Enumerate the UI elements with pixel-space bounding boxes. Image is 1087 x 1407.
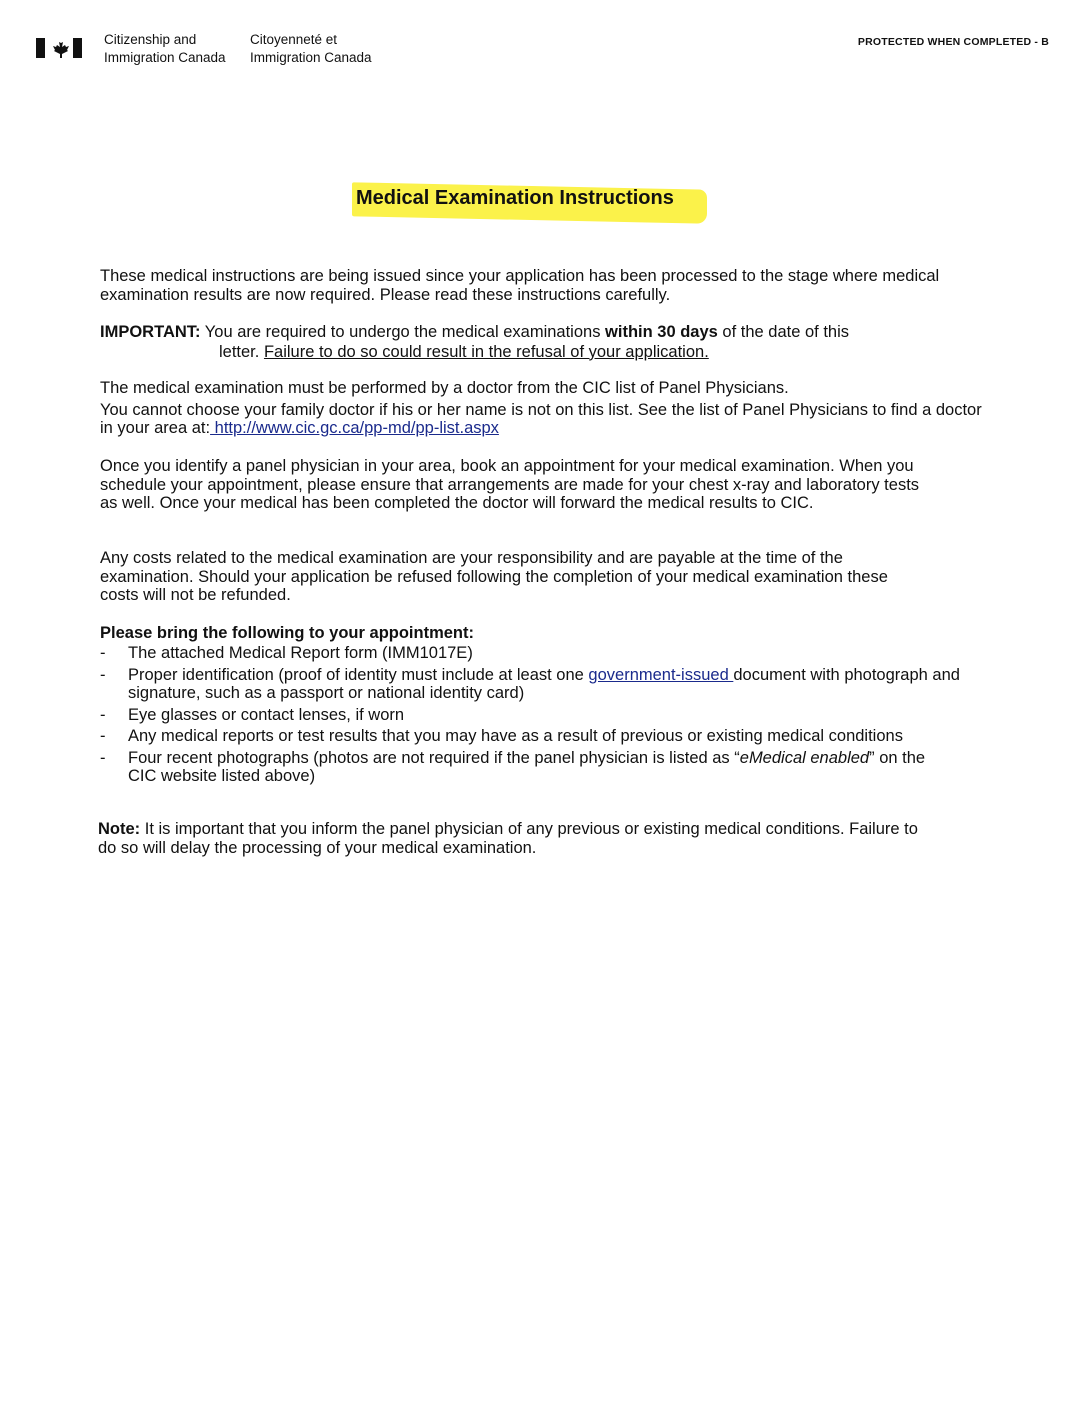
list-item: - The attached Medical Report form (IMM1017E) <box>100 644 473 662</box>
list-item-text: document with photograph and signature, such as a passport or national identity card) <box>128 665 960 702</box>
list-item: - Proper identification (proof of identity must include at least one government-issued document with photograph and signature, such as a passport or national identity card) <box>100 665 960 702</box>
note-label: Note: <box>98 820 141 838</box>
bring-list <box>100 644 960 789</box>
panel-physician-link[interactable]: http://www.cic.gc.ca/pp-md/pp-list.aspx <box>210 419 499 437</box>
physician-line1: The medical examination must be performed by a doctor from the CIC list of Panel Physicians. <box>100 379 789 397</box>
emedical-enabled-text: eMedical enabled <box>739 748 870 767</box>
protected-label: PROTECTED WHEN COMPLETED - B <box>857 36 1049 48</box>
list-item: - Eye glasses or contact lenses, if worn <box>100 705 405 724</box>
org-fr-line2: Immigration Canada <box>250 50 372 65</box>
costs-paragraph: Any costs related to the medical examination are your responsibility and are payable at the time of the examination. Should your application be refused following the completion of your medical examination these costs will not be refunded. <box>100 549 888 604</box>
list-item-text: Any medical reports or test results that you may have as a result of previous or existing medical conditions <box>128 727 903 745</box>
org-name-french <box>250 31 372 67</box>
important-bold: within 30 days <box>605 323 718 341</box>
org-fr-line1: Citoyenneté et <box>250 32 338 47</box>
list-item-text: Four recent photographs (photos are not required if the panel physician is listed as “ <box>128 748 740 767</box>
government-issued-link[interactable]: government-issued <box>588 665 734 684</box>
page-title-text: Medical Examination Instructions <box>356 187 674 209</box>
intro-paragraph: These medical instructions are being issued since your application has been processed to the stage where medical examination results are now required. Please read these instructions carefully. <box>100 267 940 304</box>
canada-flag-logo <box>36 36 84 60</box>
physician-paragraph <box>100 379 990 438</box>
list-item: - Four recent photographs (photos are not required if the panel physician is listed as “eMedical enabled” on the CIC website listed above) <box>100 748 926 785</box>
bring-heading: Please bring the following to your appointment: <box>100 624 475 642</box>
important-label: IMPORTANT: <box>100 323 201 341</box>
org-en-line1: Citizenship and <box>104 32 197 47</box>
org-en-line2: Immigration Canada <box>104 50 226 65</box>
important-paragraph <box>100 323 980 361</box>
physician-line2: You cannot choose your family doctor if his or her name is not on this list. See the list of Panel Physicians to find a doctor in your area at: <box>100 400 982 437</box>
list-item-text: Eye glasses or contact lenses, if worn <box>128 705 405 724</box>
list-item-text: Proper identification (proof of identity must include at least one <box>128 665 589 684</box>
title-container <box>352 184 682 216</box>
note-paragraph <box>98 820 928 857</box>
note-text: It is important that you inform the panel physician of any previous or existing medical conditions. Failure to do so will delay the processing of your medical examination. <box>98 820 918 857</box>
important-text-a: You are required to undergo the medical examinations <box>200 323 606 341</box>
important-text-c: letter. <box>219 342 264 361</box>
important-underlined: Failure to do so could result in the refusal of your application. <box>263 342 709 361</box>
important-text-b: of the date of this <box>717 323 850 341</box>
page-title <box>352 184 682 216</box>
org-name-english <box>104 31 226 67</box>
appointment-paragraph: Once you identify a panel physician in your area, book an appointment for your medical examination. When you schedule your appointment, please ensure that arrangements are made for your chest x-ray and laboratory tests as well. Once your medical has been completed the doctor will forward the medical results to CIC. <box>100 457 920 512</box>
list-item-text: ” on the CIC website listed above) <box>128 748 926 785</box>
list-item-text: The attached Medical Report form (IMM1017E) <box>128 644 473 662</box>
list-item: - Any medical reports or test results that you may have as a result of previous or existing medical conditions <box>100 727 960 746</box>
